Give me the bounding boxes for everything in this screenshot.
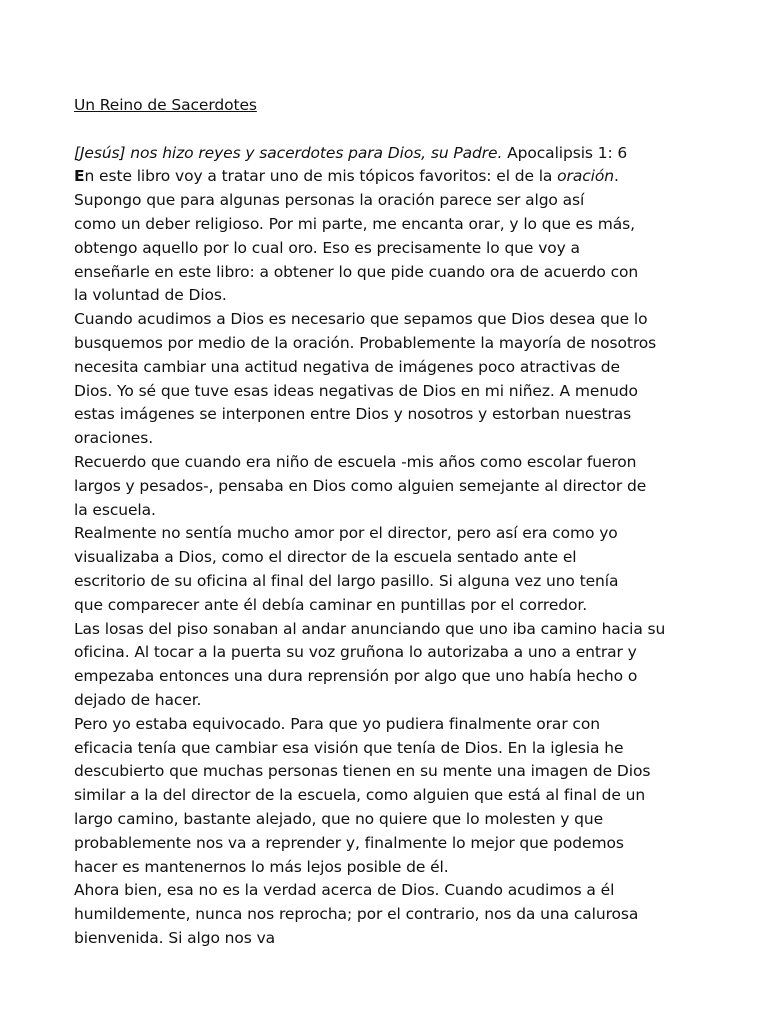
text-line: la voluntad de Dios. <box>74 286 227 305</box>
text-line: Las losas del piso sonaban al andar anunciando que uno iba camino hacia su <box>74 619 666 638</box>
text-line: que comparecer ante él debía caminar en puntillas por el corredor. <box>74 595 588 614</box>
text-line: humildemente, nunca nos reprocha; por el contrario, nos da una calurosa <box>74 905 639 924</box>
text-line: enseñarle en este libro: a obtener lo que pide cuando ora de acuerdo con <box>74 262 639 281</box>
epigraph <box>74 142 704 166</box>
text-line: escritorio de su oficina al final del largo pasillo. Si alguna vez uno tenía <box>74 571 619 590</box>
intro-end: . <box>613 167 619 186</box>
text-line: Pero yo estaba equivocado. Para que yo pudiera finalmente orar con <box>74 714 600 733</box>
text-line: dejado de hacer. <box>74 690 202 709</box>
text-line: oraciones. <box>74 429 154 448</box>
text-line: busquemos por medio de la oración. Probablemente la mayoría de nosotros <box>74 333 657 352</box>
text-line: empezaba entonces una dura reprensión por algo que uno había hecho o <box>74 667 638 686</box>
document-title: Un Reino de Sacerdotes <box>74 96 257 114</box>
text-line: Ahora bien, esa no es la verdad acerca de Dios. Cuando acudimos a él <box>74 881 615 900</box>
text-line: Recuerdo que cuando era niño de escuela -mis años como escolar fueron <box>74 452 637 471</box>
text-line: probablemente nos va a reprender y, finalmente lo mejor que podemos <box>74 833 624 852</box>
text-line: obtengo aquello por lo cual oro. Eso es precisamente lo que voy a <box>74 238 580 257</box>
text-line: oficina. Al tocar a la puerta su voz gruñona lo autorizaba a uno a entrar y <box>74 643 637 662</box>
text-line: descubierto que muchas personas tienen en su mente una imagen de Dios <box>74 762 651 781</box>
text-line: largos y pesados-, pensaba en Dios como alguien semejante al director de <box>74 476 647 495</box>
intro-text: n este libro voy a tratar uno de mis tópicos favoritos: el de la <box>84 167 558 186</box>
drop-cap: E <box>74 167 85 186</box>
intro-emphasis: oración <box>557 167 614 186</box>
text-line: necesita cambiar una actitud negativa de imágenes poco atractivas de <box>74 357 620 376</box>
text-line: Dios. Yo sé que tuve esas ideas negativas de Dios en mi niñez. A menudo <box>74 381 638 400</box>
text-line: hacer es mantenernos lo más lejos posible de él. <box>74 857 449 876</box>
text-line: bienvenida. Si algo nos va <box>74 928 276 947</box>
text-line: Supongo que para algunas personas la oración parece ser algo así <box>74 191 585 210</box>
text-line: la escuela. <box>74 500 156 519</box>
epigraph-reference: Apocalipsis 1: 6 <box>502 143 628 162</box>
text-line: similar a la del director de la escuela, como alguien que está al final de un <box>74 786 646 805</box>
text-line: Cuando acudimos a Dios es necesario que sepamos que Dios desea que lo <box>74 310 648 329</box>
text-line: eficacia tenía que cambiar esa visión que tenía de Dios. En la iglesia he <box>74 738 624 757</box>
text-line: como un deber religioso. Por mi parte, me encanta orar, y lo que es más, <box>74 214 635 233</box>
text-line: Realmente no sentía mucho amor por el director, pero así era como yo <box>74 524 618 543</box>
text-line: visualizaba a Dios, como el director de la escuela sentado ante el <box>74 548 577 567</box>
epigraph-quote: [Jesús] nos hizo reyes y sacerdotes para Dios, su Padre. <box>74 143 503 162</box>
text-line: estas imágenes se interponen entre Dios y nosotros y estorban nuestras <box>74 405 632 424</box>
text-line: largo camino, bastante alejado, que no quiere que lo molesten y que <box>74 809 604 828</box>
document-page <box>74 94 704 951</box>
intro-line <box>74 165 704 189</box>
